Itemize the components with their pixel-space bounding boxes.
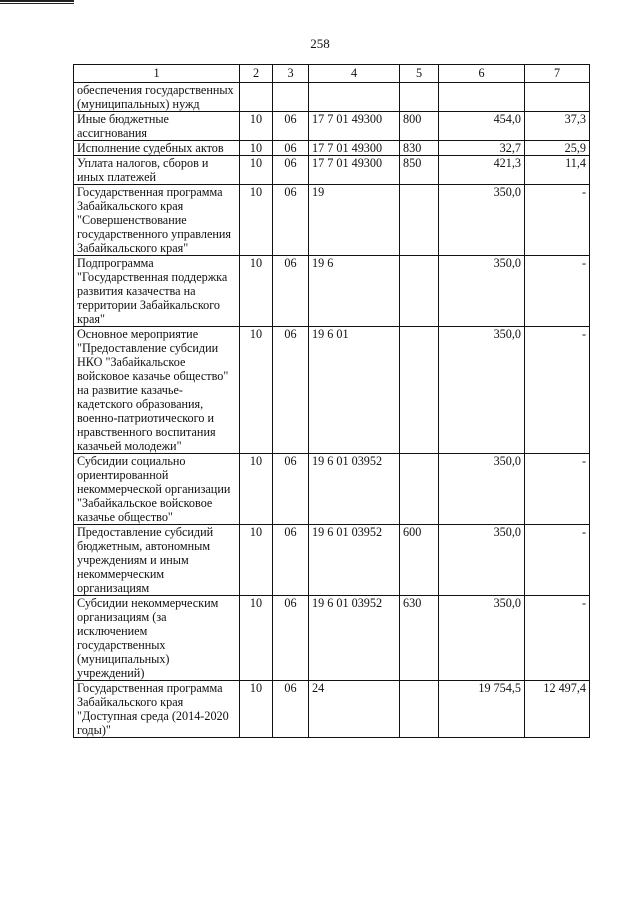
row-name: Подпрограмма "Государственная поддержка развития казачества на территории Забайкальского края": [74, 256, 240, 327]
row-subsection: 06: [273, 156, 309, 185]
row-expense-type: 800: [400, 112, 439, 141]
row-name: Иные бюджетные ассигнования: [74, 112, 240, 141]
header-col-2: 2: [240, 65, 273, 83]
row-subsection: 06: [273, 327, 309, 454]
row-section: 10: [240, 525, 273, 596]
row-section: 10: [240, 185, 273, 256]
row-section: 10: [240, 327, 273, 454]
row-name: Предоставление субсидий бюджетным, автономным учреждениям и иным некоммерческим организациям: [74, 525, 240, 596]
row-subsection: 06: [273, 141, 309, 156]
row-target-code: 19 6: [309, 256, 400, 327]
row-subsection: 06: [273, 185, 309, 256]
row-expense-type: [400, 83, 439, 112]
row-sum-2: [525, 83, 590, 112]
row-sum-1: 32,7: [439, 141, 525, 156]
row-target-code: 17 7 01 49300: [309, 112, 400, 141]
row-section: 10: [240, 156, 273, 185]
row-target-code: 19: [309, 185, 400, 256]
header-col-4: 4: [309, 65, 400, 83]
table-row: [74, 156, 590, 185]
table-row: [74, 141, 590, 156]
header-col-1: 1: [74, 65, 240, 83]
page-number: 258: [310, 36, 330, 51]
row-expense-type: [400, 454, 439, 525]
row-sum-1: 350,0: [439, 327, 525, 454]
row-name: Субсидии социально ориентированной некоммерческой организации "Забайкальское войсковое казачье общество": [74, 454, 240, 525]
row-sum-1: 421,3: [439, 156, 525, 185]
row-sum-1: 454,0: [439, 112, 525, 141]
table-row: [74, 525, 590, 596]
row-target-code: [309, 83, 400, 112]
row-sum-1: 350,0: [439, 525, 525, 596]
row-expense-type: [400, 185, 439, 256]
table-row: [74, 256, 590, 327]
row-target-code: 24: [309, 681, 400, 738]
row-subsection: 06: [273, 256, 309, 327]
row-section: [240, 83, 273, 112]
table-row: [74, 185, 590, 256]
row-subsection: 06: [273, 681, 309, 738]
row-expense-type: 600: [400, 525, 439, 596]
row-section: 10: [240, 454, 273, 525]
row-section: 10: [240, 596, 273, 681]
row-name: обеспечения государственных (муниципальных) нужд: [74, 83, 240, 112]
header-col-5: 5: [400, 65, 439, 83]
row-name: Государственная программа Забайкальского края "Доступная среда (2014-2020 годы)": [74, 681, 240, 738]
row-target-code: 19 6 01 03952: [309, 525, 400, 596]
row-expense-type: [400, 327, 439, 454]
table-row: [74, 681, 590, 738]
row-expense-type: [400, 681, 439, 738]
row-sum-2: -: [525, 185, 590, 256]
row-name: Государственная программа Забайкальского края "Совершенствование государственного управления Забайкальского края": [74, 185, 240, 256]
row-sum-2: 11,4: [525, 156, 590, 185]
row-expense-type: 830: [400, 141, 439, 156]
budget-table: [73, 64, 590, 738]
row-name: Субсидии некоммерческим организациям (за исключением государственных (муниципальных) учреждений): [74, 596, 240, 681]
row-sum-2: -: [525, 596, 590, 681]
table-row: [74, 327, 590, 454]
table-row: [74, 454, 590, 525]
row-section: 10: [240, 681, 273, 738]
header-col-7: 7: [525, 65, 590, 83]
header-col-6: 6: [439, 65, 525, 83]
row-sum-2: -: [525, 525, 590, 596]
row-sum-1: 350,0: [439, 185, 525, 256]
row-target-code: 19 6 01 03952: [309, 454, 400, 525]
header-row: [74, 65, 590, 83]
header-col-3: 3: [273, 65, 309, 83]
row-sum-2: 12 497,4: [525, 681, 590, 738]
row-sum-2: -: [525, 327, 590, 454]
row-sum-2: -: [525, 256, 590, 327]
row-target-code: 17 7 01 49300: [309, 156, 400, 185]
row-target-code: 17 7 01 49300: [309, 141, 400, 156]
row-sum-1: 19 754,5: [439, 681, 525, 738]
row-name: Основное мероприятие "Предоставление субсидии НКО "Забайкальское войсковое казачье общество" на развитие казачье-кадетского образования, военно-патриотического и нравственного воспитания казачьей молодежи": [74, 327, 240, 454]
row-section: 10: [240, 112, 273, 141]
row-expense-type: 630: [400, 596, 439, 681]
row-expense-type: [400, 256, 439, 327]
row-subsection: 06: [273, 596, 309, 681]
row-target-code: 19 6 01: [309, 327, 400, 454]
row-expense-type: 850: [400, 156, 439, 185]
row-subsection: 06: [273, 112, 309, 141]
top-corner-rule: [0, 0, 74, 4]
table-row: [74, 596, 590, 681]
row-target-code: 19 6 01 03952: [309, 596, 400, 681]
row-section: 10: [240, 141, 273, 156]
row-section: 10: [240, 256, 273, 327]
row-subsection: 06: [273, 454, 309, 525]
row-sum-2: -: [525, 454, 590, 525]
row-sum-1: 350,0: [439, 596, 525, 681]
row-name: Исполнение судебных актов: [74, 141, 240, 156]
row-sum-1: 350,0: [439, 256, 525, 327]
row-sum-1: [439, 83, 525, 112]
row-sum-2: 25,9: [525, 141, 590, 156]
row-sum-1: 350,0: [439, 454, 525, 525]
row-sum-2: 37,3: [525, 112, 590, 141]
row-subsection: [273, 83, 309, 112]
table-row: [74, 83, 590, 112]
table-row: [74, 112, 590, 141]
row-subsection: 06: [273, 525, 309, 596]
row-name: Уплата налогов, сборов и иных платежей: [74, 156, 240, 185]
